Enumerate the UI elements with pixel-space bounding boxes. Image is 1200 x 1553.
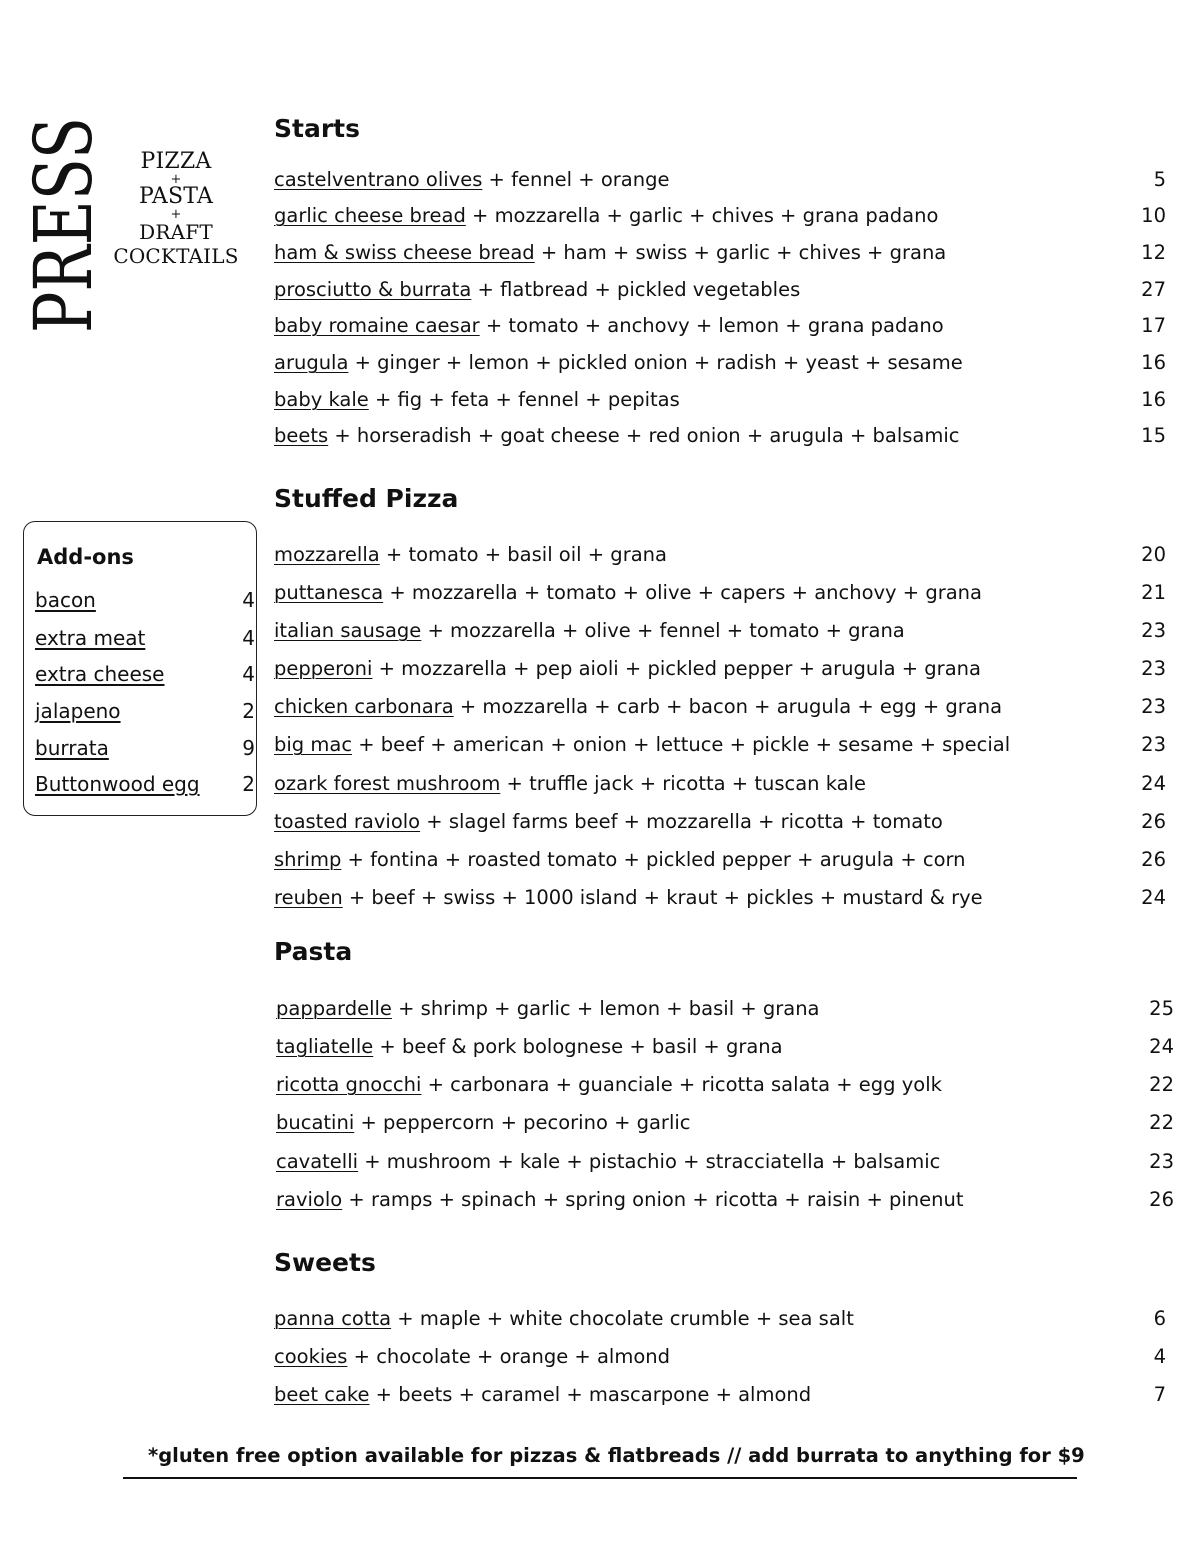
menu-item bbox=[274, 657, 1166, 687]
item-name: puttanesca bbox=[274, 581, 384, 604]
item-name: beet cake bbox=[274, 1383, 370, 1406]
addon-price: 4 bbox=[242, 588, 255, 612]
item-description: + chocolate + orange + almond bbox=[347, 1345, 670, 1368]
item-price: 15 bbox=[1141, 424, 1166, 447]
menu-item bbox=[274, 695, 1166, 725]
menu-item bbox=[274, 543, 1166, 573]
item-description: + ramps + spinach + spring onion + ricotta + raisin + pinenut bbox=[342, 1188, 964, 1211]
item-price: 22 bbox=[1149, 1111, 1174, 1134]
item-price: 10 bbox=[1141, 204, 1166, 227]
item-description: + shrimp + garlic + lemon + basil + grana bbox=[391, 997, 820, 1020]
footnote: *gluten free option available for pizzas & flatbreads // add burrata to anything for $9 bbox=[148, 1444, 1085, 1467]
menu-item bbox=[274, 619, 1166, 649]
item-name: prosciutto & burrata bbox=[274, 278, 472, 301]
addon-row bbox=[35, 736, 255, 766]
item-description: + mozzarella + carb + bacon + arugula + egg + grana bbox=[453, 695, 1003, 718]
menu-item bbox=[276, 997, 1174, 1027]
menu-item bbox=[274, 241, 1166, 271]
item-name: castelventrano olives bbox=[274, 168, 483, 191]
item-price: 12 bbox=[1141, 241, 1166, 264]
section-title: Pasta bbox=[274, 937, 353, 966]
menu-item bbox=[274, 810, 1166, 840]
item-name: garlic cheese bread bbox=[274, 204, 466, 227]
item-name: shrimp bbox=[274, 848, 342, 871]
logo-press bbox=[17, 52, 110, 337]
addon-row bbox=[35, 588, 255, 618]
item-description: + mozzarella + garlic + chives + grana padano bbox=[465, 204, 939, 227]
item-description: + carbonara + guanciale + ricotta salata + egg yolk bbox=[421, 1073, 942, 1096]
item-description: + beef + swiss + 1000 island + kraut + pickles + mustard & rye bbox=[342, 886, 983, 909]
item-price: 26 bbox=[1141, 848, 1166, 871]
item-price: 5 bbox=[1153, 168, 1166, 191]
item-price: 24 bbox=[1149, 1035, 1174, 1058]
menu-item bbox=[276, 1035, 1174, 1065]
item-name: chicken carbonara bbox=[274, 695, 454, 718]
menu-item bbox=[274, 1383, 1166, 1413]
item-description: + mushroom + kale + pistachio + stracciatella + balsamic bbox=[358, 1150, 941, 1173]
item-name: raviolo bbox=[276, 1188, 343, 1211]
item-description: + ham + swiss + garlic + chives + grana bbox=[534, 241, 947, 264]
menu-item bbox=[274, 1307, 1166, 1337]
addon-row bbox=[35, 662, 255, 692]
tagline-draft: DRAFT bbox=[139, 220, 213, 244]
item-name: reuben bbox=[274, 886, 343, 909]
logo-tagline bbox=[104, 150, 248, 268]
item-description: + peppercorn + pecorino + garlic bbox=[354, 1111, 691, 1134]
item-price: 27 bbox=[1141, 278, 1166, 301]
item-price: 17 bbox=[1141, 314, 1166, 337]
item-price: 23 bbox=[1141, 657, 1166, 680]
menu-item bbox=[274, 168, 1166, 198]
addons-box bbox=[23, 521, 257, 816]
menu-item bbox=[274, 733, 1166, 763]
item-name: pepperoni bbox=[274, 657, 373, 680]
item-description: + fontina + roasted tomato + pickled pepper + arugula + corn bbox=[341, 848, 966, 871]
item-description: + beef + american + onion + lettuce + pickle + sesame + special bbox=[352, 733, 1011, 756]
footer-divider bbox=[123, 1477, 1077, 1479]
addon-name: extra cheese bbox=[35, 662, 165, 686]
addon-name: jalapeno bbox=[35, 699, 121, 723]
section-title: Starts bbox=[274, 114, 360, 143]
addon-price: 2 bbox=[242, 772, 255, 796]
menu-item bbox=[274, 351, 1166, 381]
section-title: Sweets bbox=[274, 1248, 376, 1277]
item-description: + beef & pork bolognese + basil + grana bbox=[373, 1035, 783, 1058]
tagline-plus: + bbox=[170, 207, 182, 222]
menu-item bbox=[276, 1111, 1174, 1141]
item-price: 21 bbox=[1141, 581, 1166, 604]
item-name: ozark forest mushroom bbox=[274, 772, 501, 795]
logo-text: PRESS bbox=[17, 52, 110, 333]
addon-name: bacon bbox=[35, 588, 96, 612]
item-price: 4 bbox=[1153, 1345, 1166, 1368]
addon-row bbox=[35, 699, 255, 729]
item-description: + truffle jack + ricotta + tuscan kale bbox=[500, 772, 867, 795]
addon-price: 4 bbox=[242, 626, 255, 650]
item-description: + flatbread + pickled vegetables bbox=[471, 278, 801, 301]
item-name: mozzarella bbox=[274, 543, 380, 566]
addon-price: 2 bbox=[242, 699, 255, 723]
item-name: tagliatelle bbox=[276, 1035, 374, 1058]
menu-item bbox=[274, 886, 1166, 916]
item-price: 7 bbox=[1153, 1383, 1166, 1406]
item-price: 26 bbox=[1141, 810, 1166, 833]
menu-item bbox=[274, 388, 1166, 418]
item-name: bucatini bbox=[276, 1111, 355, 1134]
item-description: + fennel + orange bbox=[482, 168, 670, 191]
item-price: 23 bbox=[1141, 733, 1166, 756]
item-description: + mozzarella + tomato + olive + capers + anchovy + grana bbox=[383, 581, 982, 604]
item-price: 23 bbox=[1141, 619, 1166, 642]
item-price: 26 bbox=[1149, 1188, 1174, 1211]
menu-item bbox=[276, 1073, 1174, 1103]
item-description: + fig + feta + fennel + pepitas bbox=[368, 388, 680, 411]
item-description: + mozzarella + olive + fennel + tomato + grana bbox=[421, 619, 905, 642]
item-name: baby romaine caesar bbox=[274, 314, 480, 337]
menu-item bbox=[274, 278, 1166, 308]
item-name: cookies bbox=[274, 1345, 348, 1368]
menu-item bbox=[276, 1188, 1174, 1218]
item-name: beets bbox=[274, 424, 329, 447]
menu-item bbox=[274, 204, 1166, 234]
item-description: + maple + white chocolate crumble + sea salt bbox=[391, 1307, 854, 1330]
menu-item bbox=[274, 314, 1166, 344]
menu-item bbox=[274, 1345, 1166, 1375]
menu-item bbox=[274, 581, 1166, 611]
section-title: Stuffed Pizza bbox=[274, 484, 459, 513]
item-name: panna cotta bbox=[274, 1307, 392, 1330]
addon-name: extra meat bbox=[35, 626, 146, 650]
item-description: + tomato + basil oil + grana bbox=[379, 543, 667, 566]
item-price: 20 bbox=[1141, 543, 1166, 566]
item-price: 16 bbox=[1141, 388, 1166, 411]
item-price: 23 bbox=[1141, 695, 1166, 718]
addon-row bbox=[35, 626, 255, 656]
tagline-pasta: PASTA bbox=[138, 184, 214, 209]
item-name: pappardelle bbox=[276, 997, 392, 1020]
item-name: cavatelli bbox=[276, 1150, 359, 1173]
item-price: 24 bbox=[1141, 772, 1166, 795]
addon-price: 9 bbox=[242, 736, 255, 760]
item-description: + mozzarella + pep aioli + pickled pepper + arugula + grana bbox=[372, 657, 981, 680]
item-name: ham & swiss cheese bread bbox=[274, 241, 535, 264]
item-name: big mac bbox=[274, 733, 353, 756]
item-price: 6 bbox=[1153, 1307, 1166, 1330]
item-price: 22 bbox=[1149, 1073, 1174, 1096]
addon-price: 4 bbox=[242, 662, 255, 686]
item-name: arugula bbox=[274, 351, 349, 374]
menu-item bbox=[276, 1150, 1174, 1180]
menu-item bbox=[274, 424, 1166, 454]
item-price: 23 bbox=[1149, 1150, 1174, 1173]
item-price: 24 bbox=[1141, 886, 1166, 909]
menu-item bbox=[274, 772, 1166, 802]
addon-name: Buttonwood egg bbox=[35, 772, 200, 796]
item-description: + tomato + anchovy + lemon + grana padano bbox=[479, 314, 944, 337]
tagline-pizza: PIZZA bbox=[140, 149, 212, 174]
item-name: toasted raviolo bbox=[274, 810, 421, 833]
item-description: + horseradish + goat cheese + red onion + arugula + balsamic bbox=[328, 424, 960, 447]
addon-row bbox=[35, 772, 255, 802]
item-name: ricotta gnocchi bbox=[276, 1073, 422, 1096]
tagline-plus: + bbox=[170, 172, 182, 187]
addon-name: burrata bbox=[35, 736, 109, 760]
item-price: 16 bbox=[1141, 351, 1166, 374]
item-description: + ginger + lemon + pickled onion + radish + yeast + sesame bbox=[348, 351, 963, 374]
item-name: baby kale bbox=[274, 388, 369, 411]
tagline-cocktails: COCKTAILS bbox=[113, 244, 239, 268]
addons-title: Add-ons bbox=[37, 545, 134, 569]
item-price: 25 bbox=[1149, 997, 1174, 1020]
item-description: + beets + caramel + mascarpone + almond bbox=[369, 1383, 812, 1406]
menu-item bbox=[274, 848, 1166, 878]
item-name: italian sausage bbox=[274, 619, 422, 642]
item-description: + slagel farms beef + mozzarella + ricotta + tomato bbox=[420, 810, 943, 833]
